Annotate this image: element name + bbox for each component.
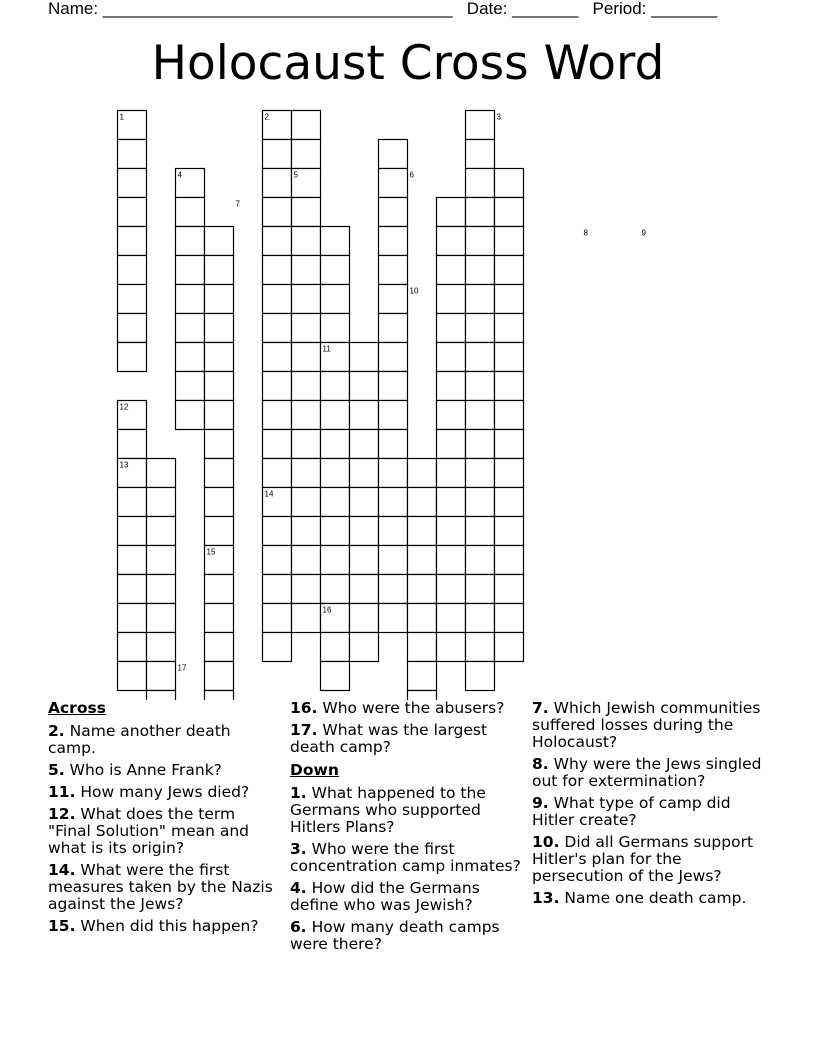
grid-cell[interactable]	[495, 604, 524, 633]
grid-cell[interactable]	[379, 169, 408, 198]
grid-cell[interactable]	[205, 633, 234, 662]
grid-cell[interactable]	[263, 256, 292, 285]
grid-cell[interactable]	[147, 604, 176, 633]
grid-cell[interactable]	[437, 372, 466, 401]
grid-cell[interactable]	[263, 401, 292, 430]
grid-cell[interactable]	[263, 343, 292, 372]
grid-cell[interactable]	[466, 227, 495, 256]
grid-cell[interactable]	[437, 285, 466, 314]
grid-cell[interactable]	[147, 546, 176, 575]
grid-cell[interactable]	[495, 256, 524, 285]
grid-cell[interactable]	[263, 198, 292, 227]
grid-cell[interactable]	[118, 517, 147, 546]
clue-across-15: 15. When did this happen?	[48, 917, 259, 935]
grid-cell[interactable]	[408, 517, 437, 546]
grid-cell[interactable]	[321, 372, 350, 401]
grid-cell[interactable]	[321, 488, 350, 517]
grid-cell[interactable]	[205, 285, 234, 314]
grid-cell[interactable]	[292, 517, 321, 546]
grid-cell[interactable]	[263, 575, 292, 604]
grid-cell[interactable]	[466, 401, 495, 430]
grid-cell[interactable]	[379, 285, 408, 314]
grid-cell[interactable]	[495, 401, 524, 430]
grid-cell[interactable]	[321, 227, 350, 256]
grid-cell[interactable]	[118, 256, 147, 285]
clue-down-9: 9. What type of camp did Hitler create?	[532, 794, 731, 829]
grid-cell[interactable]	[205, 430, 234, 459]
grid-cell[interactable]	[437, 314, 466, 343]
name-field[interactable]: Name: _____________________________________	[48, 0, 453, 18]
grid-cell[interactable]	[466, 575, 495, 604]
clue-across-17: 17. What was the largest death camp?	[290, 721, 488, 756]
grid-cell[interactable]	[466, 604, 495, 633]
grid-cell[interactable]	[495, 430, 524, 459]
clue-down-1: 1. What happened to the Germans who supported Hitlers Plans?	[290, 784, 486, 836]
grid-cell[interactable]	[205, 343, 234, 372]
grid-cell[interactable]	[466, 662, 495, 691]
cell-number: 12	[119, 402, 129, 412]
grid-cell[interactable]	[466, 546, 495, 575]
grid-cell[interactable]	[437, 633, 466, 662]
grid-cell[interactable]	[495, 575, 524, 604]
clue-down-10: 10. Did all Germans support Hitler's plan for the persecution of the Jews?	[532, 833, 754, 885]
grid-cell[interactable]	[408, 662, 437, 691]
grid-cell[interactable]	[466, 517, 495, 546]
clue-across-11: 11. How many Jews died?	[48, 783, 250, 801]
grid-cell[interactable]	[321, 546, 350, 575]
grid-cell[interactable]	[263, 314, 292, 343]
grid-cell[interactable]	[379, 488, 408, 517]
grid-cell[interactable]	[379, 604, 408, 633]
grid-cell[interactable]	[379, 198, 408, 227]
cell-number: 5	[293, 170, 298, 180]
grid-cell[interactable]	[205, 401, 234, 430]
clues-column-3	[532, 700, 772, 912]
grid-cell[interactable]	[437, 256, 466, 285]
grid-cell[interactable]	[495, 459, 524, 488]
cell-number: 14	[264, 489, 274, 499]
grid-cell[interactable]	[321, 256, 350, 285]
grid-cell[interactable]	[437, 459, 466, 488]
grid-cell[interactable]	[292, 430, 321, 459]
grid-cell[interactable]	[118, 140, 147, 169]
grid-cell[interactable]	[408, 459, 437, 488]
grid-cell[interactable]	[379, 227, 408, 256]
grid-cell[interactable]	[118, 575, 147, 604]
grid-cell[interactable]	[495, 372, 524, 401]
grid-cell[interactable]	[263, 546, 292, 575]
grid-cell[interactable]	[292, 227, 321, 256]
grid-cell[interactable]	[495, 546, 524, 575]
grid-cell[interactable]	[495, 517, 524, 546]
grid-cell[interactable]	[495, 488, 524, 517]
clue-down-7: 7. Which Jewish communities suffered losses during the Holocaust?	[532, 699, 761, 751]
grid-cell[interactable]	[176, 314, 205, 343]
grid-cell[interactable]	[292, 111, 321, 140]
across-heading: Across	[48, 699, 106, 717]
grid-cell[interactable]	[437, 227, 466, 256]
grid-cell[interactable]	[292, 604, 321, 633]
clue-down-8: 8. Why were the Jews singled out for extermination?	[532, 755, 762, 790]
grid-cell[interactable]	[292, 343, 321, 372]
clue-across-16: 16. Who were the abusers?	[290, 699, 505, 717]
clue-down-3: 3. Who were the first concentration camp inmates?	[290, 840, 521, 875]
grid-cell[interactable]	[205, 372, 234, 401]
grid-cell[interactable]	[118, 430, 147, 459]
period-field[interactable]: Period: _______	[592, 0, 718, 18]
grid-cell[interactable]	[379, 314, 408, 343]
cell-number: 8	[583, 228, 588, 238]
grid-cell[interactable]	[321, 662, 350, 691]
grid-cell[interactable]	[176, 372, 205, 401]
grid-cell[interactable]	[466, 633, 495, 662]
grid-cell[interactable]	[350, 633, 379, 662]
grid-cell[interactable]	[205, 459, 234, 488]
grid-cell[interactable]	[176, 198, 205, 227]
grid-cell[interactable]	[466, 488, 495, 517]
grid-cell[interactable]	[292, 546, 321, 575]
grid-cell[interactable]	[495, 198, 524, 227]
clues-column-1	[48, 700, 280, 940]
grid-cell[interactable]	[495, 169, 524, 198]
grid-cell[interactable]	[350, 488, 379, 517]
grid-cell[interactable]	[437, 546, 466, 575]
clue-down-13: 13. Name one death camp.	[532, 889, 747, 907]
grid-cell[interactable]	[408, 575, 437, 604]
grid-cell[interactable]	[263, 372, 292, 401]
grid-cell[interactable]	[350, 575, 379, 604]
date-field[interactable]: Date: _______	[466, 0, 579, 18]
grid-cell[interactable]	[205, 662, 234, 691]
grid-cell[interactable]	[176, 401, 205, 430]
grid-cell[interactable]	[118, 343, 147, 372]
down-heading: Down	[290, 761, 339, 779]
grid-cell[interactable]	[118, 314, 147, 343]
cell-number: 16	[322, 605, 332, 615]
grid-cell[interactable]	[321, 314, 350, 343]
grid-cell[interactable]	[147, 633, 176, 662]
page-title: Holocaust Cross Word	[151, 36, 665, 91]
grid-cell[interactable]	[466, 256, 495, 285]
grid-cell[interactable]	[379, 140, 408, 169]
grid-cell[interactable]	[408, 546, 437, 575]
clue-across-14: 14. What were the first measures taken by the Nazis against the Jews?	[48, 861, 273, 913]
grid-cell[interactable]	[292, 285, 321, 314]
grid-cell[interactable]	[379, 430, 408, 459]
grid-cell[interactable]	[437, 401, 466, 430]
grid-cell[interactable]	[205, 488, 234, 517]
grid-cell[interactable]	[176, 227, 205, 256]
grid-cell[interactable]	[205, 227, 234, 256]
grid-cell[interactable]	[205, 314, 234, 343]
grid-cell[interactable]	[321, 459, 350, 488]
grid-cell[interactable]	[176, 256, 205, 285]
grid-cell[interactable]	[350, 401, 379, 430]
grid-cell[interactable]	[118, 198, 147, 227]
grid-cell[interactable]	[437, 488, 466, 517]
grid-cell[interactable]	[350, 517, 379, 546]
grid-cell[interactable]	[466, 459, 495, 488]
cell-number: 2	[264, 112, 269, 122]
grid-cell[interactable]	[292, 198, 321, 227]
clues-column-2	[290, 700, 526, 958]
cell-number: 9	[641, 228, 646, 238]
grid-cell[interactable]	[321, 285, 350, 314]
grid-cell[interactable]	[379, 459, 408, 488]
grid-cell[interactable]	[495, 314, 524, 343]
grid-cell[interactable]	[379, 256, 408, 285]
clue-across-2: 2. Name another death camp.	[48, 722, 231, 757]
grid-cell[interactable]	[350, 546, 379, 575]
grid-cell[interactable]	[350, 430, 379, 459]
grid-cell[interactable]	[379, 546, 408, 575]
cell-number: 13	[119, 460, 129, 470]
grid-cell[interactable]	[292, 314, 321, 343]
grid-cell[interactable]	[408, 488, 437, 517]
grid-cell[interactable]	[205, 691, 234, 701]
grid-cell[interactable]	[118, 285, 147, 314]
grid-cell[interactable]	[466, 169, 495, 198]
grid-cell[interactable]	[176, 343, 205, 372]
grid-cell[interactable]	[205, 517, 234, 546]
grid-cell[interactable]	[205, 604, 234, 633]
grid-cell[interactable]	[263, 459, 292, 488]
grid-cell[interactable]	[495, 227, 524, 256]
grid-cell[interactable]	[118, 604, 147, 633]
grid-cell[interactable]	[263, 633, 292, 662]
grid-cell[interactable]	[147, 691, 176, 701]
grid-cell[interactable]	[350, 343, 379, 372]
grid-cell[interactable]	[263, 169, 292, 198]
grid-cell[interactable]	[466, 111, 495, 140]
grid-cell[interactable]	[379, 343, 408, 372]
grid-cell[interactable]	[379, 517, 408, 546]
grid-cell[interactable]	[118, 633, 147, 662]
cell-number: 15	[206, 547, 216, 557]
grid-cell[interactable]	[263, 227, 292, 256]
grid-cell[interactable]	[118, 227, 147, 256]
grid-cell[interactable]	[437, 198, 466, 227]
grid-cell[interactable]	[466, 430, 495, 459]
cell-number: 3	[496, 112, 501, 122]
grid-cell[interactable]	[321, 430, 350, 459]
grid-cell[interactable]	[118, 169, 147, 198]
grid-cell[interactable]	[147, 459, 176, 488]
grid-cell[interactable]	[292, 256, 321, 285]
cell-number: 4	[177, 170, 182, 180]
grid-cell[interactable]	[495, 343, 524, 372]
cell-number: 17	[177, 663, 187, 673]
grid-cell[interactable]	[147, 517, 176, 546]
grid-cell[interactable]	[437, 343, 466, 372]
cell-number: 7	[235, 199, 240, 209]
cell-number: 11	[322, 344, 331, 354]
grid-cell[interactable]	[118, 488, 147, 517]
grid-cell[interactable]	[466, 198, 495, 227]
grid-cell[interactable]	[321, 401, 350, 430]
grid-cell[interactable]	[379, 372, 408, 401]
grid-cell[interactable]	[292, 372, 321, 401]
grid-cell[interactable]	[118, 662, 147, 691]
cell-number: 1	[119, 112, 124, 122]
grid-cell[interactable]	[263, 517, 292, 546]
grid-cell[interactable]	[118, 546, 147, 575]
grid-cell[interactable]	[350, 459, 379, 488]
grid-cell[interactable]	[263, 285, 292, 314]
grid-cell[interactable]	[147, 575, 176, 604]
grid-cell[interactable]	[350, 372, 379, 401]
grid-cell[interactable]	[147, 488, 176, 517]
grid-cell[interactable]	[437, 575, 466, 604]
grid-cell[interactable]	[466, 314, 495, 343]
grid-cell[interactable]	[263, 140, 292, 169]
grid-cell[interactable]	[466, 343, 495, 372]
grid-cell[interactable]	[263, 604, 292, 633]
clue-down-6: 6. How many death camps were there?	[290, 918, 500, 953]
clue-across-5: 5. Who is Anne Frank?	[48, 761, 222, 779]
grid-cell[interactable]	[292, 575, 321, 604]
grid-cell[interactable]	[321, 517, 350, 546]
grid-cell[interactable]	[437, 517, 466, 546]
grid-cell[interactable]	[205, 256, 234, 285]
grid-cell[interactable]	[495, 633, 524, 662]
grid-cell[interactable]	[176, 285, 205, 314]
grid-cell[interactable]	[408, 633, 437, 662]
cell-number: 10	[409, 286, 419, 296]
clue-across-12: 12. What does the term "Final Solution" mean and what is its origin?	[48, 805, 250, 857]
grid-cell[interactable]	[292, 401, 321, 430]
grid-cell[interactable]	[147, 662, 176, 691]
grid-cell[interactable]	[408, 604, 437, 633]
grid-cell[interactable]	[437, 604, 466, 633]
cell-number: 6	[409, 170, 414, 180]
grid-cell[interactable]	[437, 430, 466, 459]
grid-cell[interactable]	[321, 575, 350, 604]
grid-cell[interactable]	[292, 140, 321, 169]
grid-cell[interactable]	[263, 430, 292, 459]
grid-cell[interactable]	[350, 604, 379, 633]
grid-cell[interactable]	[379, 401, 408, 430]
grid-cell[interactable]	[379, 575, 408, 604]
grid-cell[interactable]	[466, 285, 495, 314]
grid-cell[interactable]	[495, 285, 524, 314]
clue-down-4: 4. How did the Germans define who was Jewish?	[290, 879, 480, 914]
grid-cell[interactable]	[292, 459, 321, 488]
grid-cell[interactable]	[466, 372, 495, 401]
grid-cell[interactable]	[466, 140, 495, 169]
grid-cell[interactable]	[321, 633, 350, 662]
grid-cell[interactable]	[292, 488, 321, 517]
grid-cell[interactable]	[205, 575, 234, 604]
